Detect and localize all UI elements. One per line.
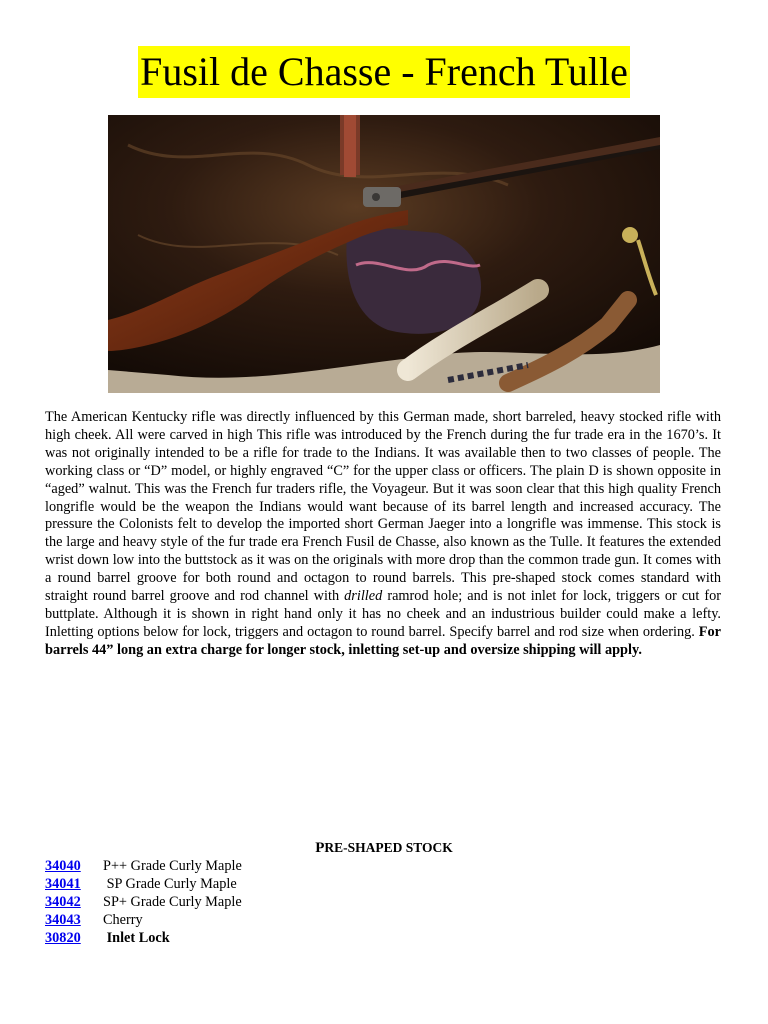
product-item (45, 893, 242, 911)
section-heading (0, 840, 768, 857)
rifle-photo-illustration (108, 115, 660, 393)
shipping-note: For barrels 44” long an extra charge for longer stock, inletting set-up and oversize shipping will apply. (45, 623, 721, 658)
product-code-link[interactable]: 34042 (45, 894, 81, 910)
product-code-link[interactable]: 34041 (45, 876, 81, 892)
product-item (45, 929, 242, 947)
section-heading-rest: RE-SHAPED STOCK (324, 840, 453, 855)
title-wrapper (0, 46, 768, 98)
product-photo (108, 115, 660, 393)
description-text: The American Kentucky rifle was directly influenced by this German made, short barreled, heavy stocked rifle with high cheek. All were carved in high This rifle was introduced by the French during the fur trade era in the 1670’s. It was not originally intended to be a rifle for trade to the Indians. It was available then to two classes of people. The working class or “D” model, or highly engraved “C” for the upper class or officers. The plain D is shown opposite in “aged” walnut. This was the French fur traders rifle, the Voyageur. But it was soon clear that this high quality French longrifle would be the weapon the Indians would want because of its barrel length and increased accuracy. The pressure the Colonists felt to develop the imported short German Jaeger into a longrifle was immense. This stock is the large and heavy style of the fur trade era French Fusil de Chasse, also known as the Tulle. It features the extended wrist down low into the buttstock as it was on the originals with more drop than the common trade gun. It comes with a round barrel groove for both round and octagon to round barrels. This pre-shaped stock comes standard with straight round barrel groove and rod channel with (45, 409, 721, 605)
product-description: P++ Grade Curly Maple (103, 858, 242, 874)
description-paragraph (45, 409, 721, 660)
product-item (45, 911, 242, 929)
description-italic-word: drilled (344, 588, 383, 605)
product-code-link[interactable]: 34040 (45, 858, 81, 874)
product-description: Inlet Lock (103, 930, 170, 946)
description-text-continued: ramrod hole; and is not inlet for lock, triggers or cut for buttplate. Although it is shown in right hand only it has no cheek and an industrious builder could make a lefty. Inletting options below for lock, triggers and octagon to round barrel. Specify barrel and rod size when ordering. (45, 588, 722, 640)
product-item (45, 857, 242, 875)
product-description: SP+ Grade Curly Maple (103, 894, 242, 910)
product-code-link[interactable]: 30820 (45, 930, 81, 946)
product-list (45, 857, 242, 947)
section-heading-initial: P (315, 840, 325, 856)
product-item (45, 875, 242, 893)
page-title: Fusil de Chasse - French Tulle (138, 46, 630, 98)
product-description: Cherry (103, 912, 143, 928)
product-code-link[interactable]: 34043 (45, 912, 81, 928)
product-description: SP Grade Curly Maple (103, 876, 237, 892)
